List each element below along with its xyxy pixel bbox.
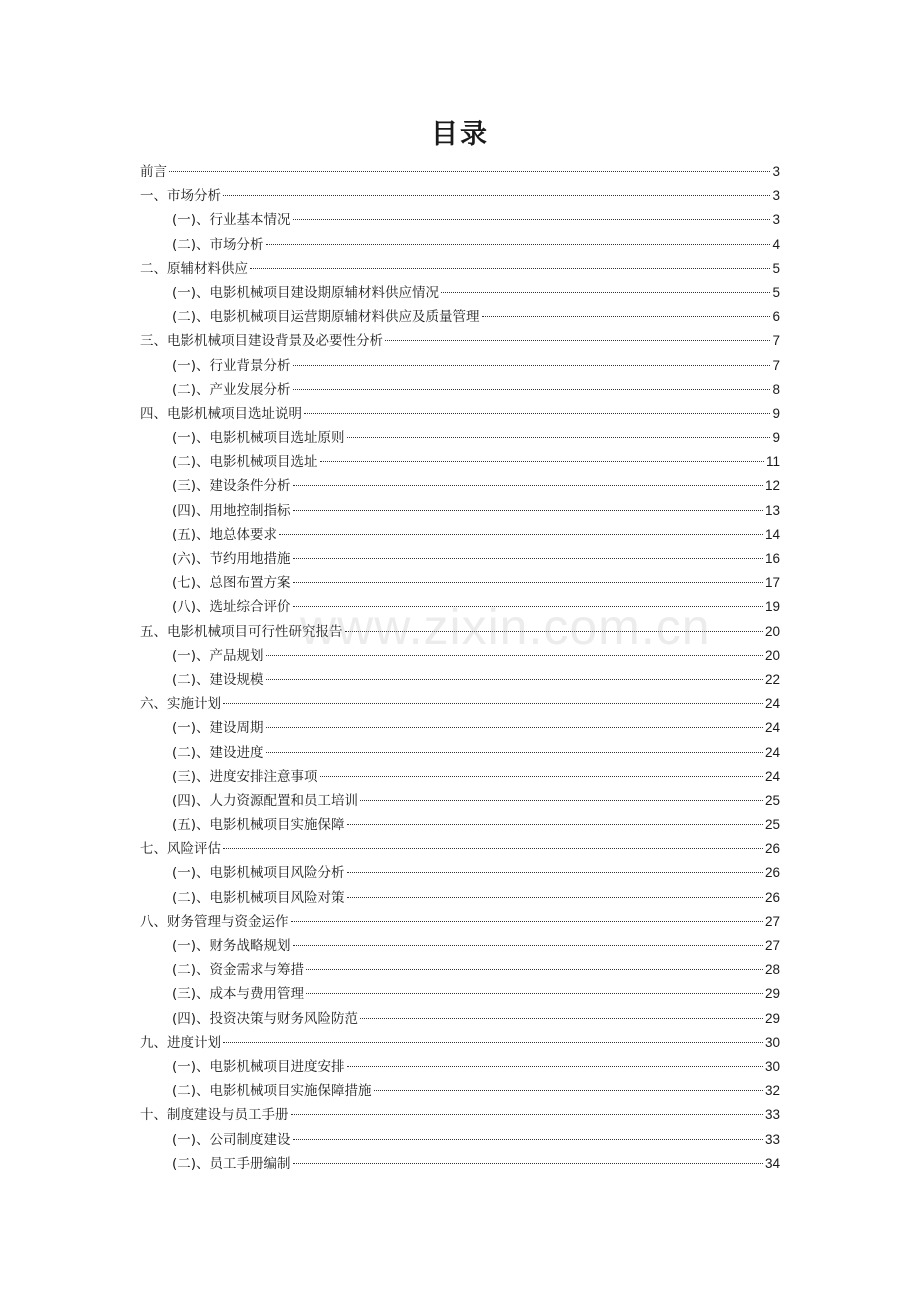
toc-dot-leader (320, 461, 764, 462)
toc-entry-label: (四)、用地控制指标 (172, 502, 291, 519)
toc-page-number: 29 (764, 1010, 780, 1026)
toc-entry-label: 八、财务管理与资金运作 (140, 913, 289, 930)
toc-entry-label: (二)、电影机械项目选址 (172, 454, 318, 471)
toc-entry-label: 一、市场分析 (140, 188, 221, 205)
toc-page-number: 28 (764, 962, 780, 978)
toc-subsection-entry[interactable] (140, 861, 780, 885)
toc-subsection-entry[interactable] (140, 1152, 780, 1176)
toc-dot-leader (293, 485, 763, 486)
toc-page-number: 3 (772, 212, 780, 228)
toc-dot-leader (266, 727, 763, 728)
toc-entry-label: (八)、选址综合评价 (172, 599, 291, 616)
toc-subsection-entry[interactable] (140, 644, 780, 668)
toc-entry-label: (二)、产业发展分析 (172, 381, 291, 398)
toc-subsection-entry[interactable] (140, 208, 780, 232)
toc-entry-label: 三、电影机械项目建设背景及必要性分析 (140, 333, 383, 350)
toc-page-number: 14 (764, 526, 780, 542)
toc-dot-leader (374, 1090, 763, 1091)
toc-entry-label: (一)、行业基本情况 (172, 212, 291, 229)
toc-entry-label: 九、进度计划 (140, 1034, 221, 1051)
toc-page-number: 30 (764, 1058, 780, 1074)
toc-entry-label: (四)、投资决策与财务风险防范 (172, 1010, 359, 1027)
toc-subsection-entry[interactable] (140, 547, 780, 571)
toc-page-number: 20 (764, 647, 780, 663)
toc-entry-label: (六)、节约用地措施 (172, 551, 291, 567)
toc-dot-leader (385, 340, 770, 341)
toc-page-number: 24 (764, 768, 780, 784)
toc-subsection-entry[interactable] (140, 1055, 780, 1079)
toc-dot-leader (266, 752, 763, 753)
toc-subsection-entry[interactable] (140, 378, 780, 402)
toc-title: 目录 (431, 119, 489, 150)
toc-entry-label: (二)、建设进度 (172, 744, 264, 761)
toc-entry-label: (一)、产品规划 (172, 647, 264, 664)
toc-entry-label: 前言 (140, 164, 167, 180)
toc-dot-leader (279, 534, 763, 535)
toc-entry-label: (七)、总图布置方案 (172, 575, 291, 592)
toc-page-number: 16 (764, 551, 780, 566)
toc-page-number: 22 (764, 671, 780, 687)
toc-subsection-entry[interactable] (140, 886, 780, 910)
toc-dot-leader (360, 1018, 763, 1019)
toc-dot-leader (223, 848, 763, 849)
toc-section-entry[interactable] (140, 692, 780, 716)
toc-entry-label: (五)、电影机械项目实施保障 (172, 817, 345, 834)
toc-entry-label: (四)、人力资源配置和员工培训 (172, 792, 359, 809)
toc-subsection-entry[interactable] (140, 716, 780, 740)
toc-entry-label: 六、实施计划 (140, 696, 221, 713)
toc-dot-leader (360, 800, 763, 801)
toc-dot-leader (293, 1139, 763, 1140)
toc-page-number: 11 (765, 454, 780, 470)
toc-subsection-entry[interactable] (140, 1128, 780, 1152)
toc-page-number: 6 (772, 309, 780, 325)
toc-page-number: 19 (764, 599, 780, 615)
toc-entry-label: (二)、资金需求与筹措 (172, 962, 305, 979)
toc-subsection-entry[interactable] (140, 233, 780, 257)
toc-section-entry[interactable] (140, 329, 780, 353)
toc-dot-leader (306, 993, 763, 994)
toc-dot-leader (345, 631, 763, 632)
toc-section-entry[interactable] (140, 837, 780, 861)
toc-subsection-entry[interactable] (140, 789, 780, 813)
toc-subsection-entry[interactable] (140, 305, 780, 329)
toc-dot-leader (347, 897, 763, 898)
toc-subsection-entry[interactable] (140, 1007, 780, 1031)
toc-dot-leader (293, 219, 771, 220)
toc-page-number: 20 (764, 623, 780, 639)
toc-entry-label: (二)、电影机械项目实施保障措施 (172, 1083, 372, 1100)
toc-page-number: 9 (772, 430, 780, 446)
toc-dot-leader (347, 437, 771, 438)
toc-page-number: 24 (764, 744, 780, 760)
toc-entry-label: (五)、地总体要求 (172, 526, 278, 543)
toc-page-number: 29 (764, 986, 780, 1002)
toc-page-number: 3 (772, 188, 780, 204)
toc-subsection-entry[interactable] (140, 571, 780, 595)
watermark: www.zixin.com.cn (300, 599, 711, 655)
toc-page-number: 32 (764, 1083, 780, 1099)
toc-page-number: 33 (764, 1107, 780, 1123)
toc-entry-label: (一)、行业背景分析 (172, 357, 291, 374)
toc-entry-label: (三)、建设条件分析 (172, 478, 291, 495)
toc-subsection-entry[interactable] (140, 499, 780, 523)
toc-entry-label: 二、原辅材料供应 (140, 260, 248, 277)
toc-dot-leader (441, 292, 770, 293)
toc-entry-label: 十、制度建设与员工手册 (140, 1107, 289, 1124)
toc-page-number: 12 (764, 478, 780, 494)
toc-dot-leader (304, 413, 770, 414)
toc-entry-label: (二)、员工手册编制 (172, 1155, 291, 1172)
toc-entry-label: (三)、进度安排注意事项 (172, 768, 318, 785)
toc-page-number: 26 (764, 865, 780, 881)
toc-subsection-entry[interactable] (140, 595, 780, 619)
toc-page-number: 24 (764, 696, 780, 712)
toc-subsection-entry[interactable] (140, 1079, 780, 1103)
toc-dot-leader (347, 1066, 763, 1067)
toc-dot-leader (482, 316, 771, 317)
toc-section-entry[interactable] (140, 1103, 780, 1127)
toc-dot-leader (291, 1114, 763, 1115)
toc-dot-leader (293, 1163, 763, 1164)
toc-entry-label: (三)、成本与费用管理 (172, 986, 305, 1003)
toc-dot-leader (293, 365, 771, 366)
toc-subsection-entry[interactable] (140, 668, 780, 692)
toc-subsection-entry[interactable] (140, 813, 780, 837)
toc-dot-leader (293, 558, 763, 559)
toc-entry-label: (二)、电影机械项目风险对策 (172, 889, 345, 906)
toc-page-number: 30 (764, 1034, 780, 1050)
toc-dot-leader (293, 389, 771, 390)
toc-list (140, 160, 780, 1176)
toc-page-number: 4 (772, 236, 780, 252)
toc-page-number: 25 (764, 817, 780, 833)
toc-entry-label: (一)、电影机械项目建设期原辅材料供应情况 (172, 284, 440, 301)
toc-page-number: 5 (772, 284, 780, 300)
toc-page-number: 9 (772, 405, 780, 421)
toc-entry-label: 四、电影机械项目选址说明 (140, 405, 302, 422)
toc-dot-leader (266, 679, 763, 680)
toc-dot-leader (291, 921, 763, 922)
toc-subsection-entry[interactable] (140, 281, 780, 305)
toc-entry-label: (二)、建设规模 (172, 671, 264, 688)
toc-page-number: 8 (772, 381, 780, 397)
toc-dot-leader (293, 510, 763, 511)
toc-page-number: 5 (772, 260, 780, 276)
toc-section-entry[interactable] (140, 1031, 780, 1055)
toc-page-number: 25 (764, 792, 780, 808)
toc-section-entry[interactable] (140, 257, 780, 281)
toc-section-entry[interactable] (140, 620, 780, 644)
toc-entry-label: (二)、电影机械项目运营期原辅材料供应及质量管理 (172, 309, 480, 326)
toc-subsection-entry[interactable] (140, 934, 780, 958)
toc-dot-leader (223, 1042, 763, 1043)
toc-dot-leader (223, 195, 770, 196)
toc-section-entry[interactable] (140, 910, 780, 934)
toc-entry-label: (二)、市场分析 (172, 236, 264, 253)
toc-entry-label: (一)、财务战略规划 (172, 938, 291, 954)
toc-page-number: 3 (772, 164, 780, 179)
toc-dot-leader (320, 776, 763, 777)
toc-dot-leader (169, 171, 770, 172)
toc-entry-label: (一)、公司制度建设 (172, 1131, 291, 1148)
toc-page-number: 27 (764, 913, 780, 929)
toc-dot-leader (293, 945, 763, 946)
toc-page-number: 26 (764, 841, 780, 857)
toc-section-entry[interactable] (140, 160, 780, 184)
toc-dot-leader (266, 655, 763, 656)
toc-page-number: 7 (772, 357, 780, 373)
toc-dot-leader (306, 969, 763, 970)
toc-entry-label: 五、电影机械项目可行性研究报告 (140, 623, 343, 640)
toc-page-number: 27 (764, 938, 780, 953)
toc-entry-label: (一)、电影机械项目进度安排 (172, 1058, 345, 1075)
toc-dot-leader (347, 872, 763, 873)
toc-dot-leader (250, 268, 770, 269)
toc-page-number: 7 (772, 333, 780, 349)
toc-subsection-entry[interactable] (140, 765, 780, 789)
toc-dot-leader (266, 244, 771, 245)
toc-entry-label: 七、风险评估 (140, 841, 221, 858)
toc-dot-leader (293, 582, 763, 583)
toc-page-number: 34 (764, 1155, 780, 1171)
toc-entry-label: (一)、电影机械项目选址原则 (172, 430, 345, 447)
toc-subsection-entry[interactable] (140, 450, 780, 474)
toc-subsection-entry[interactable] (140, 741, 780, 765)
toc-section-entry[interactable] (140, 184, 780, 208)
toc-section-entry[interactable] (140, 402, 780, 426)
toc-subsection-entry[interactable] (140, 958, 780, 982)
toc-subsection-entry[interactable] (140, 523, 780, 547)
toc-page-number: 17 (764, 575, 780, 591)
toc-subsection-entry[interactable] (140, 982, 780, 1006)
toc-dot-leader (223, 703, 763, 704)
toc-subsection-entry[interactable] (140, 426, 780, 450)
toc-dot-leader (347, 824, 763, 825)
toc-page-number: 33 (764, 1131, 780, 1147)
toc-page-number: 24 (764, 720, 780, 736)
toc-page-number: 13 (764, 502, 780, 518)
toc-dot-leader (293, 606, 763, 607)
toc-subsection-entry[interactable] (140, 474, 780, 498)
toc-entry-label: (一)、建设周期 (172, 720, 264, 737)
toc-entry-label: (一)、电影机械项目风险分析 (172, 865, 345, 882)
toc-subsection-entry[interactable] (140, 354, 780, 378)
toc-page-number: 26 (764, 889, 780, 905)
